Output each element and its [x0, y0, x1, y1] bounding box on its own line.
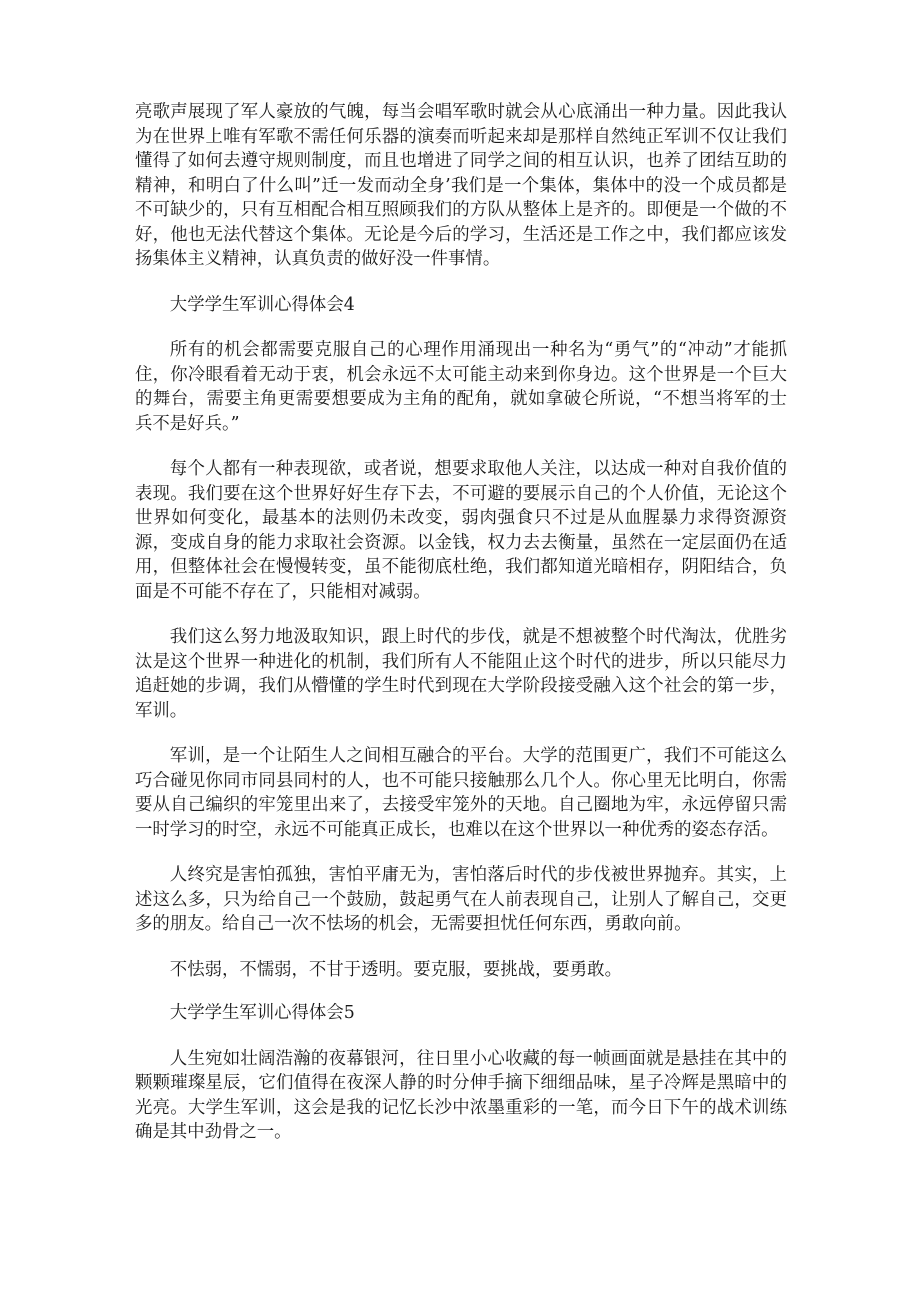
paragraph-self-expression: 每个人都有一种表现欲，或者说，想要求取他人关注，以达成一种对自我价值的表现。我们要在这个世界好好生存下去，不可避的要展示自己的个人价值，无论这个世界如何变化，最基本的法则仍未改变，弱肉强食只不过是从血腥暴力求得资源资源，变成自身的能力求取社会资源。以金钱，权力去去衡量，虽然在一定层面仍在适用，但整体社会在慢慢转变，虽不能彻底杜绝，我们都知道光暗相存，阴阳结合，负面是不可能不存在了，只能相对减弱。 [135, 459, 787, 602]
section-heading-5: 大学学生军训心得体会5 [169, 1003, 355, 1023]
paragraph-military-training: 军训，是一个让陌生人之间相互融合的平台。大学的范围更广，我们不可能这么巧合碰见你同市同县同村的人，也不可能只接触那么几个人。你心里无比明白，你需要从自己编织的牢笼里出来了，去接受牢笼外的天地。自己圈地为牢，永远停留只需一时学习的时空，永远不可能真正成长，也难以在这个世界以一种优秀的姿态存活。 [135, 746, 787, 840]
document-body [135, 100, 787, 1166]
paragraph-life-galaxy: 人生宛如壮阔浩瀚的夜幕银河，往日里小心收藏的每一帧画面就是悬挂在其中的颗颗璀璨星辰，它们值得在夜深人静的时分伸手摘下细细品味，星子冷辉是黑暗中的光亮。大学生军训，这会是我的记忆长沙中浓墨重彩的一笔，而今日下午的战术训练确是其中劲骨之一。 [135, 1048, 787, 1142]
paragraph-intro: 亮歌声展现了军人豪放的气魄，每当会唱军歌时就会从心底涌出一种力量。因此我认为在世界上唯有军歌不需任何乐器的演奏而听起来却是那样自然纯正军训不仅让我们懂得了如何去遵守规则制度，而且也增进了同学之间的相互认识，也养了团结互助的精神，和明白了什么叫”迁一发而动全身’我们是一个集体，集体中的没一个成员都是不可缺少的，只有互相配合相互照顾我们的方队从整体上是齐的。即便是一个做的不好，他也无法代替这个集体。无论是今后的学习，生活还是工作之中，我们都应该发扬集体主义精神，认真负责的做好没一件事情。 [135, 102, 787, 269]
paragraph-loneliness: 人终究是害怕孤独，害怕平庸无为，害怕落后时代的步伐被世界抛弃。其实，上述这么多，只为给自己一个鼓励，鼓起勇气在人前表现自己，让别人了解自己，交更多的朋友。给自己一次不怯场的机会，无需要担忧任何东西，勇敢向前。 [135, 865, 787, 934]
section-heading-4: 大学学生军训心得体会4 [169, 294, 355, 315]
paragraph-resolve: 不怯弱，不懦弱，不甘于透明。要克服，要挑战，要勇敢。 [169, 959, 622, 980]
paragraph-courage: 所有的机会都需要克服自己的心理作用涌现出一种名为“勇气”的“冲动”才能抓住，你冷眼看着无动于衷，机会永远不太可能主动来到你身边。这个世界是一个巨大的舞台，需要主角更需要想要成为主角的配角，就如拿破仑所说，“不想当将军的士兵不是好兵。” [135, 340, 787, 434]
paragraph-knowledge: 我们这么努力地汲取知识，跟上时代的步伐，就是不想被整个时代淘汰，优胜劣汰是这个世界一种进化的机制，我们所有人不能阻止这个时代的进步，所以只能尽力追赶她的步调，我们从懵懂的学生时代到现在大学阶段接受融入这个社会的第一步，军训。 [135, 627, 787, 721]
